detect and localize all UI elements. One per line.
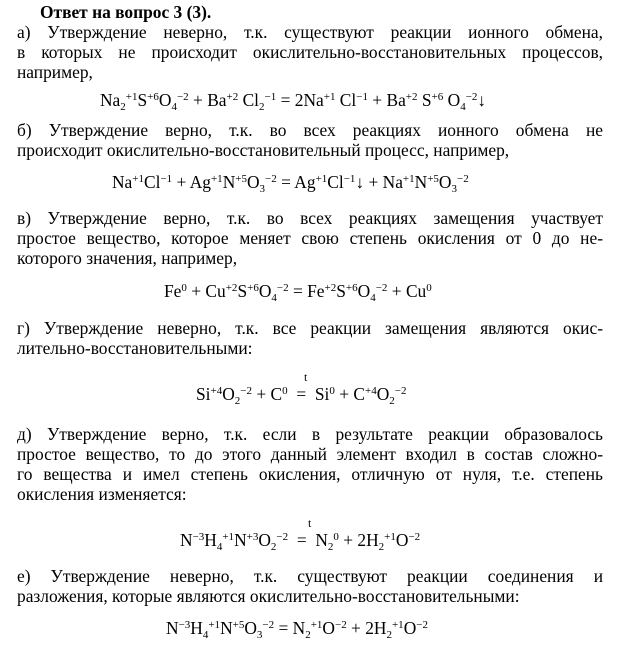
item-e-line-1: е) Утверждение неверно, т.к. существуют реакции соединения и: [17, 566, 603, 586]
equation-a-oxidation-state: −1: [356, 91, 368, 103]
equation-a-term: S: [137, 90, 148, 110]
item-g-line-1: г) Утверждение неверно, т.к. все реакции замещения являются окис-: [17, 318, 603, 338]
equation-d-term: N: [234, 530, 247, 550]
equation-g-term: C: [270, 384, 283, 404]
equation-v-term: S: [237, 281, 248, 301]
equation-a-term: Na: [100, 90, 121, 110]
equation-d-oxidation-state: 0: [333, 531, 339, 543]
equation-g-oxidation-state: 0: [282, 385, 288, 397]
equation-b-oxidation-state: −2: [265, 173, 277, 185]
equation-d: [180, 530, 421, 553]
equation-d-term: N: [315, 530, 328, 550]
equation-g-oxidation-state: 0: [329, 385, 335, 397]
reaction-condition-g: t: [304, 370, 308, 384]
equation-a-term: Ba: [207, 90, 227, 110]
equation-v-subscript: 4: [271, 292, 277, 304]
equation-b-oxidation-state: −1: [160, 173, 173, 185]
equation-e-oxidation-state: −2: [262, 619, 275, 631]
equation-e-subscript: 2: [305, 629, 311, 641]
equation-e-oxidation-state: +5: [232, 619, 245, 631]
equation-d-term: =: [288, 530, 316, 550]
equation-e-term: O: [322, 618, 335, 638]
equation-a-oxidation-state: −2: [465, 91, 478, 103]
equation-g-oxidation-state: +4: [364, 385, 377, 397]
equation-a-subscript: 4: [171, 101, 177, 113]
equation-v-oxidation-state: +6: [345, 282, 358, 294]
equation-v-oxidation-state: +6: [247, 282, 259, 294]
equation-b-oxidation-state: +1: [315, 173, 328, 185]
item-v-line-3: которого значения, например,: [17, 248, 238, 268]
answer-heading: Ответ на вопрос 3 (3).: [40, 2, 212, 22]
equation-a-term: Cl: [335, 90, 357, 110]
item-b-line-2: происходит окислительно-восстановительный процесс, например,: [17, 140, 510, 160]
equation-g-subscript: 2: [234, 395, 241, 407]
equation-v-subscript: 4: [370, 292, 376, 304]
equation-g-term: C: [353, 384, 365, 404]
item-a-line-2: в которых не происходит окислительно-восстановительных процессов,: [17, 42, 603, 62]
equation-g-oxidation-state: +4: [210, 385, 223, 397]
equation-b-term: O: [438, 172, 452, 192]
equation-d-oxidation-state: +1: [222, 531, 235, 543]
equation-v-term: =: [288, 281, 308, 301]
equation-a-oxidation-state: +2: [226, 91, 239, 103]
equation-b-term: N: [414, 172, 428, 192]
equation-v-term: Cu: [405, 281, 427, 301]
equation-a-term: Cl: [238, 90, 260, 110]
equation-g-term: O: [376, 384, 390, 404]
equation-a-oxidation-state: +6: [147, 91, 159, 103]
equation-d-term: O: [395, 530, 409, 550]
equation-b-oxidation-state: +1: [402, 173, 415, 185]
equation-a-oxidation-state: −2: [176, 91, 189, 103]
equation-e-term: O: [244, 618, 257, 638]
equation-b-term: Na: [382, 172, 403, 192]
equation-e-term: N: [166, 618, 179, 638]
equation-e-subscript: 3: [256, 629, 263, 641]
equation-e-oxidation-state: −3: [178, 619, 191, 631]
equation-b-term: +: [172, 172, 190, 192]
equation-b-term: N: [222, 172, 236, 192]
equation-e-subscript: 2: [386, 629, 392, 641]
equation-g-oxidation-state: −2: [240, 385, 253, 397]
equation-e-oxidation-state: +1: [391, 619, 404, 631]
equation-b-term: Ag: [294, 172, 316, 192]
item-a-line-1: а) Утверждение неверно, т.к. существуют реакции ионного обмена,: [17, 22, 603, 42]
equation-b-subscript: 3: [259, 183, 266, 195]
item-d-line-2: простое вещество, то до этого данный элемент входил в состав сложно-: [17, 444, 603, 464]
equation-a-term: O: [443, 90, 461, 110]
equation-d-oxidation-state: −2: [276, 531, 289, 543]
equation-b: [112, 172, 469, 195]
equation-a-term: O: [158, 90, 172, 110]
equation-v-term: +: [387, 281, 406, 301]
equation-d-oxidation-state: −3: [192, 531, 205, 543]
equation-a-subscript: 2: [259, 101, 265, 113]
item-g-line-2: лительно-восстановительными:: [17, 338, 253, 358]
equation-d-oxidation-state: +3: [246, 531, 259, 543]
equation-a-term: S: [417, 90, 432, 110]
equation-a-subscript: 4: [460, 101, 466, 113]
equation-e-term: + 2H: [346, 618, 387, 638]
item-b-line-1: б) Утверждение верно, т.к. во всех реакциях ионного обмена не: [17, 120, 603, 140]
equation-d-oxidation-state: +1: [384, 531, 396, 543]
equation-a-oxidation-state: +1: [125, 91, 138, 103]
equation-e-oxidation-state: +1: [208, 619, 221, 631]
item-e-line-2: разложения, которые являются окислительно-восстановительными:: [17, 586, 520, 606]
equation-g-subscript: 2: [389, 395, 395, 407]
equation-b-term: ↓ +: [355, 172, 383, 192]
equation-v-term: S: [336, 281, 346, 301]
equation-d-subscript: 2: [378, 541, 385, 553]
reaction-condition-d: t: [308, 516, 312, 530]
equation-e: [166, 618, 428, 641]
equation-b-term: Cl: [144, 172, 161, 192]
equation-a-oxidation-state: +2: [405, 91, 418, 103]
equation-e-oxidation-state: −2: [334, 619, 347, 631]
equation-d-oxidation-state: −2: [408, 531, 421, 543]
equation-d-term: N: [180, 530, 193, 550]
equation-e-term: =: [274, 618, 293, 638]
equation-b-term: O: [246, 172, 260, 192]
equation-g-term: O: [222, 384, 235, 404]
equation-g-term: Si: [196, 384, 211, 404]
equation-d-term: + 2H: [338, 530, 379, 550]
equation-v-term: O: [357, 281, 371, 301]
equation-d-subscript: 2: [270, 541, 277, 553]
item-v-line-2: простое вещество, которое меняет свою степень окисления от 0 до не-: [17, 228, 603, 248]
equation-g-term: Si: [314, 384, 330, 404]
equation-e-term: O: [403, 618, 417, 638]
item-d-line-1: д) Утверждение верно, т.к. если в результате реакции образовалось: [17, 424, 603, 444]
equation-d-term: O: [258, 530, 271, 550]
equation-v-term: Fe: [307, 281, 325, 301]
equation-v-oxidation-state: 0: [181, 282, 187, 294]
equation-a-term: +: [367, 90, 387, 110]
equation-e-oxidation-state: +1: [310, 619, 323, 631]
equation-d-subscript: 2: [327, 541, 334, 553]
equation-b-term: Cl: [327, 172, 344, 192]
equation-b-oxidation-state: +5: [235, 173, 247, 185]
equation-v-term: +: [186, 281, 206, 301]
equation-v: [164, 281, 432, 304]
equation-a: [100, 90, 487, 113]
equation-b-term: Na: [112, 172, 133, 192]
equation-v-term: Fe: [164, 281, 182, 301]
equation-e-term: N: [220, 618, 233, 638]
item-d-line-4: окисления изменяется:: [17, 484, 187, 504]
equation-a-term: 2Na: [294, 90, 324, 110]
equation-b-subscript: 3: [451, 183, 457, 195]
equation-g: [196, 384, 407, 407]
item-a-line-3: например,: [17, 62, 93, 82]
equation-v-term: Cu: [205, 281, 226, 301]
equation-v-oxidation-state: +2: [324, 282, 337, 294]
equation-a-subscript: 2: [120, 101, 126, 113]
equation-b-oxidation-state: +1: [132, 173, 144, 185]
equation-v-oxidation-state: +2: [225, 282, 238, 294]
equation-e-term: N: [292, 618, 306, 638]
equation-d-subscript: 4: [216, 541, 223, 553]
equation-d-term: H: [204, 530, 217, 550]
equation-v-oxidation-state: −2: [276, 282, 289, 294]
equation-v-term: O: [258, 281, 272, 301]
item-d-line-3: го вещества и имел степень окисления, отличную от нуля, т.е. степень: [17, 464, 603, 484]
equation-e-oxidation-state: −2: [416, 619, 428, 631]
equation-b-oxidation-state: +1: [210, 173, 223, 185]
equation-e-subscript: 4: [202, 629, 209, 641]
equation-b-oxidation-state: +5: [427, 173, 439, 185]
equation-b-term: Ag: [189, 172, 211, 192]
equation-b-oxidation-state: −2: [456, 173, 469, 185]
equation-a-term: ↓: [477, 90, 487, 110]
equation-b-term: =: [276, 172, 295, 192]
item-v-line-1: в) Утверждение верно, т.к. во всех реакциях замещения участвует: [17, 208, 603, 228]
equation-g-term: =: [287, 384, 315, 404]
equation-v-oxidation-state: −2: [375, 282, 388, 294]
equation-a-oxidation-state: +1: [323, 91, 336, 103]
equation-g-oxidation-state: −2: [394, 385, 407, 397]
equation-a-term: +: [188, 90, 208, 110]
equation-g-term: +: [334, 384, 354, 404]
equation-v-oxidation-state: 0: [426, 282, 432, 294]
equation-e-term: H: [190, 618, 203, 638]
equation-g-term: +: [252, 384, 271, 404]
equation-a-term: =: [276, 90, 295, 110]
equation-a-term: Ba: [386, 90, 406, 110]
equation-a-oxidation-state: −1: [264, 91, 277, 103]
equation-a-oxidation-state: +6: [431, 91, 444, 103]
equation-b-oxidation-state: −1: [343, 173, 356, 185]
